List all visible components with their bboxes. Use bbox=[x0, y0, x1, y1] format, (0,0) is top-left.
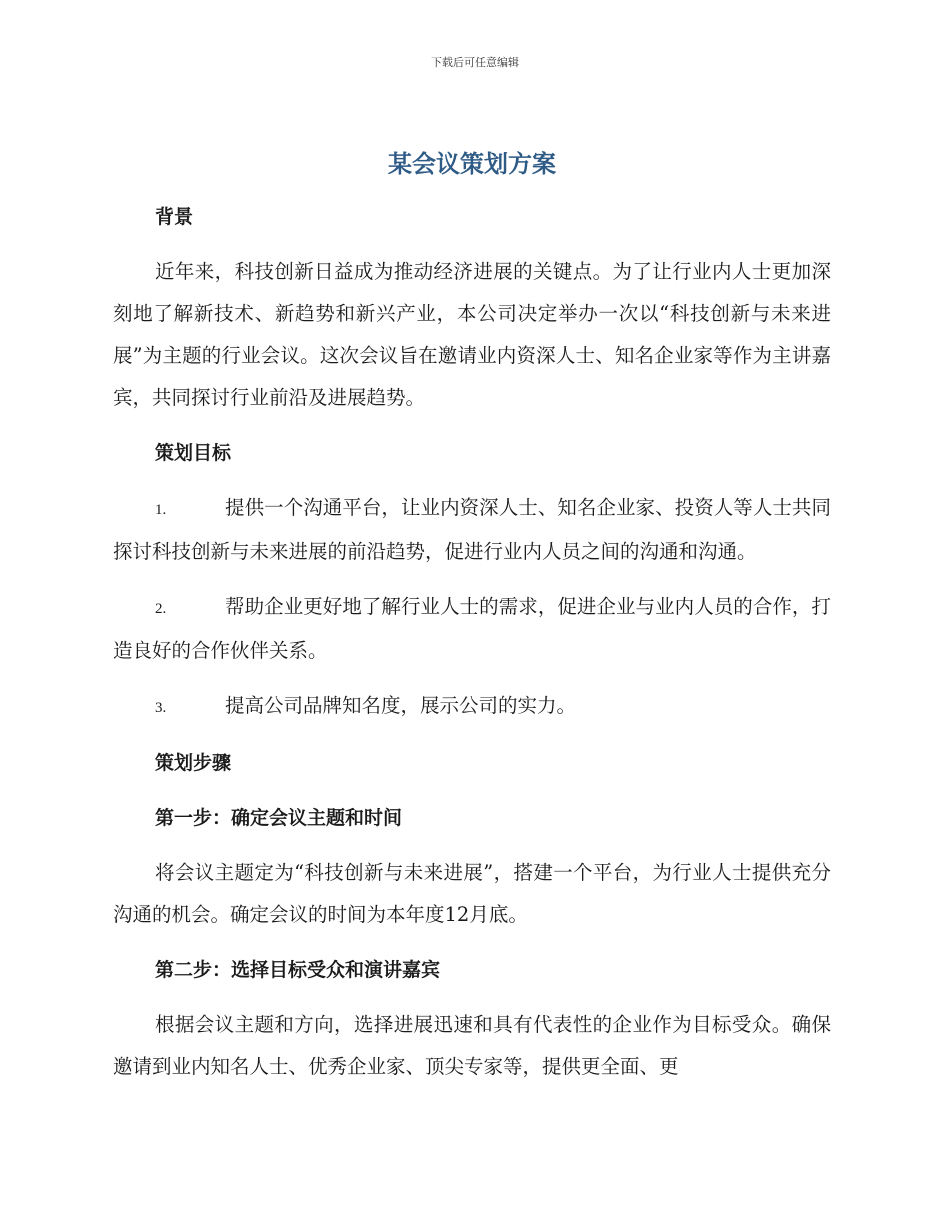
paragraph-step2: 根据会议主题和方向，选择进展迅速和具有代表性的企业作为目标受众。确保邀请到业内知名人士、优秀企业家、顶尖专家等，提供更全面、更 bbox=[113, 1013, 831, 1078]
document-title: 某会议策划方案 bbox=[388, 150, 556, 178]
goal-item-2 bbox=[113, 586, 831, 672]
document-body bbox=[113, 142, 831, 1088]
goal-text: 提供一个沟通平台，让业内资深人士、知名企业家、投资人等人士共同探讨科技创新与未来进展的前沿趋势，促进行业内人员之间的沟通和沟通。 bbox=[113, 496, 831, 563]
page-header-note: 下载后可任意编辑 bbox=[431, 56, 519, 69]
heading-background: 背景 bbox=[155, 206, 194, 228]
goal-number: 1. bbox=[155, 502, 167, 518]
goal-item-3 bbox=[113, 685, 831, 729]
goal-text: 提高公司品牌知名度，展示公司的实力。 bbox=[225, 694, 577, 717]
goal-number: 2. bbox=[155, 601, 167, 617]
goal-number: 3. bbox=[155, 700, 167, 716]
heading-step1: 第一步：确定会议主题和时间 bbox=[155, 807, 403, 829]
goal-text: 帮助企业更好地了解行业人士的需求，促进企业与业内人员的合作，打造良好的合作伙伴关系。 bbox=[113, 595, 831, 662]
heading-steps: 策划步骤 bbox=[155, 752, 232, 774]
heading-goals: 策划目标 bbox=[155, 442, 232, 464]
goal-item-1 bbox=[113, 487, 831, 573]
heading-step2: 第二步：选择目标受众和演讲嘉宾 bbox=[155, 959, 441, 981]
paragraph-background: 近年来，科技创新日益成为推动经济进展的关键点。为了让行业内人士更加深刻地了解新技术、新趋势和新兴产业，本公司决定举办一次以“科技创新与未来进展”为主题的行业会议。这次会议旨在邀请业内资深人士、知名企业家等作为主讲嘉宾，共同探讨行业前沿及进展趋势。 bbox=[113, 260, 831, 409]
paragraph-step1: 将会议主题定为“科技创新与未来进展”，搭建一个平台，为行业人士提供充分沟通的机会。确定会议的时间为本年度12月底。 bbox=[113, 861, 831, 926]
